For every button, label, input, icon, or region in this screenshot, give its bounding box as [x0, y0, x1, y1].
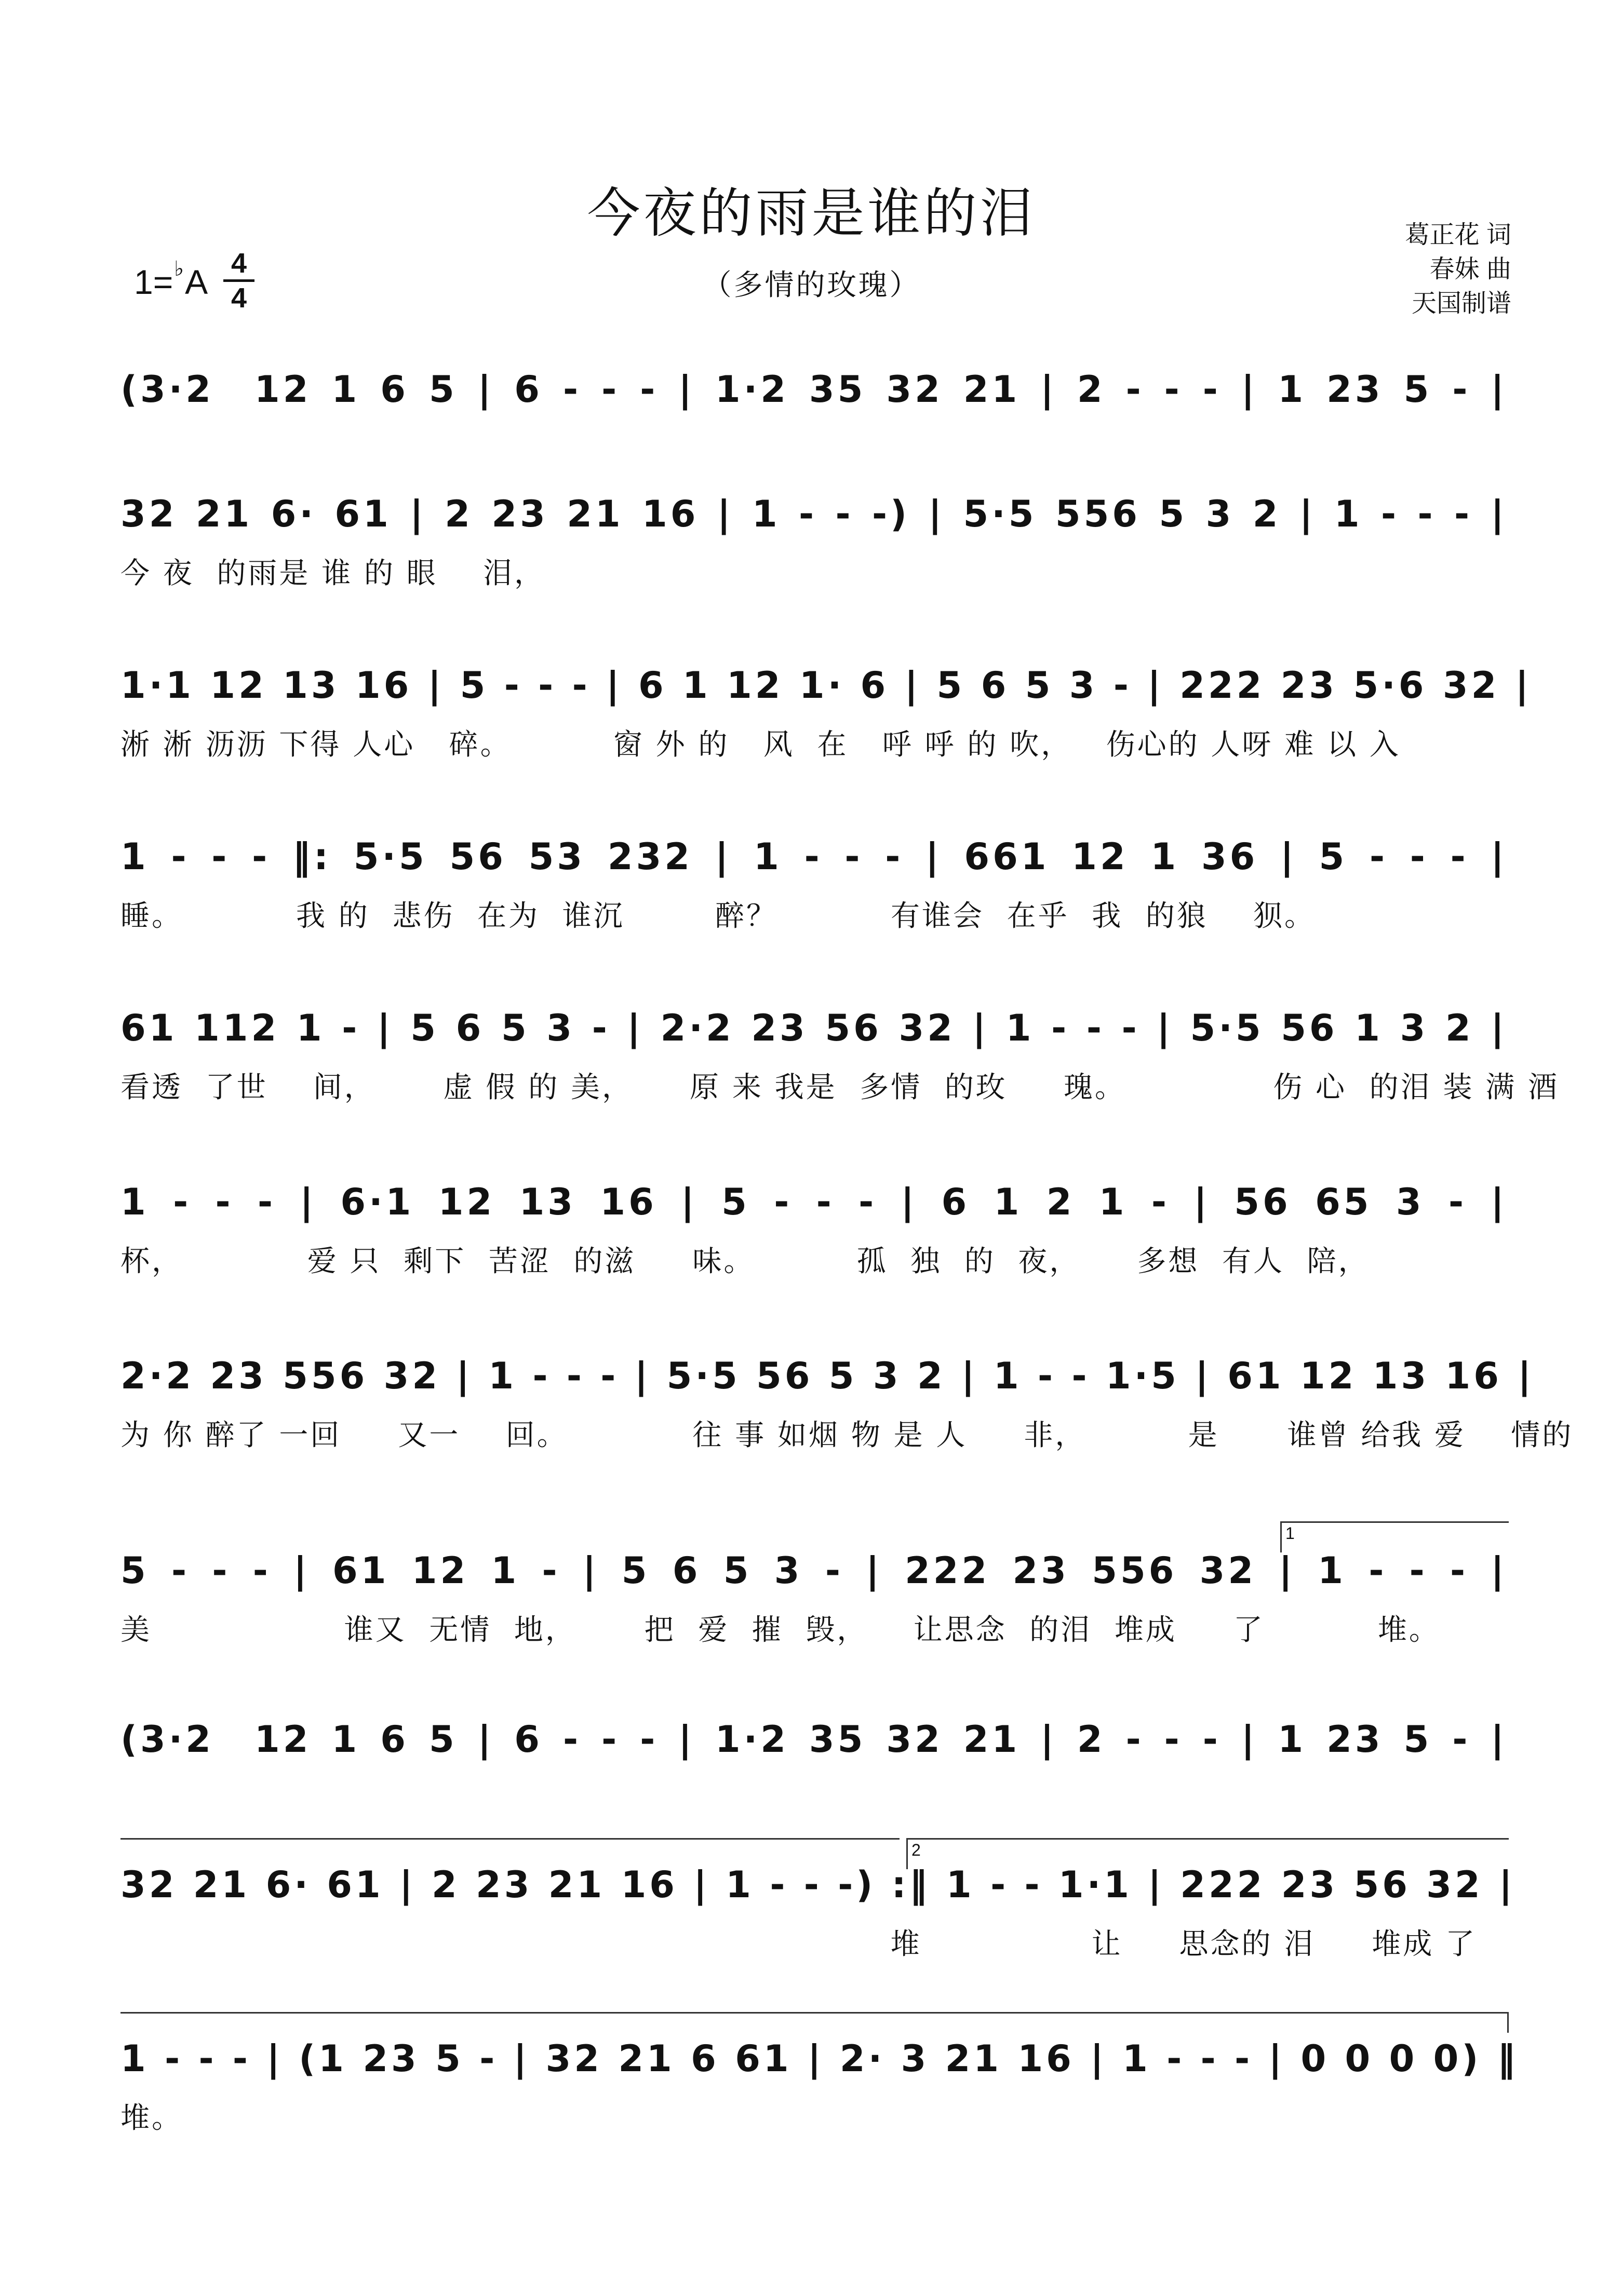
- flat-sign: ♭: [174, 258, 184, 280]
- notation-line: 1 - - - | (1 23 5 - | 32 21 6 61 | 2· 3 21 16 | 1 - - - | 0 0 0 0) ‖: [120, 2037, 1519, 2080]
- first-ending-number: 1: [1285, 1524, 1295, 1543]
- lyric-line: 堆。: [120, 2101, 183, 2135]
- notation-line: 32 21 6· 61 | 2 23 21 16 | 1 - - -) :‖ 1 - - 1·1 | 222 23 56 32 |: [120, 1863, 1515, 1906]
- lyricist-credit: 葛正花 词: [1404, 221, 1511, 249]
- notation-line: (3·2 12 1 6 5 | 6 - - - | 1·2 35 32 21 | 2 - - - | 1 23 5 - |: [120, 1718, 1507, 1761]
- second-ending-bracket: [906, 1838, 1509, 1840]
- lyric-line: [120, 431, 1507, 467]
- notation-line: 2·2 23 556 32 | 1 - - - | 5·5 56 5 3 2 | 1 - - 1·5 | 61 12 13 16 |: [120, 1355, 1534, 1397]
- song-title: 今夜的雨是谁的泪: [587, 183, 1036, 245]
- time-signature-top: 4: [231, 248, 247, 279]
- second-ending-number: 2: [911, 1841, 921, 1859]
- notation-line: 1 - - - ‖: 5·5 56 53 232 | 1 - - - | 661 12 1 36 | 5 - - - |: [120, 835, 1507, 878]
- second-ending-continuation: [120, 2012, 1507, 2014]
- notation-line: 5 - - - | 61 12 1 - | 5 6 5 3 - | 222 23 556 32 | 1 - - - |: [120, 1549, 1507, 1592]
- second-ending-hook: [906, 1838, 908, 1869]
- notation-line: 1·1 12 13 16 | 5 - - - | 6 1 12 1· 6 | 5 6 5 3 - | 222 23 5·6 32 |: [120, 664, 1532, 707]
- first-ending-bracket: [1280, 1521, 1509, 1523]
- notation-line: 1 - - - | 6·1 12 13 16 | 5 - - - | 6 1 2 1 - | 56 65 3 - |: [120, 1181, 1507, 1223]
- time-signature: [223, 248, 254, 313]
- lyric-line: 美 谁又 无情 地， 把 爱 摧 毁， 让思念 的泪 堆成 了 堆。: [120, 1613, 1440, 1647]
- credits: [1405, 218, 1511, 321]
- notation-line: 61 112 1 - | 5 6 5 3 - | 2·2 23 56 32 | 1 - - - | 5·5 56 1 3 2 |: [120, 1007, 1507, 1049]
- key-signature: [134, 258, 208, 302]
- lyric-line: 堆 让 思念的 泪 堆成 了: [120, 1927, 1477, 1961]
- composer-credit: 春妹 曲: [1429, 255, 1511, 283]
- lyric-line: 睡。 我 的 悲伤 在为 谁沉 醉？ 有谁会 在乎 我 的狼 狈。: [120, 899, 1316, 933]
- lyric-line: 看透 了世 间， 虚 假 的 美， 原 来 我是 多情 的玫 瑰。 伤 心 的泪 装 满 酒: [120, 1071, 1560, 1104]
- lyric-line: [120, 1781, 1507, 1817]
- lyric-line: 今 夜 的雨是 谁 的 眼 泪，: [120, 557, 546, 590]
- lyric-line: 淅 淅 沥沥 下得 人心 碎。 窗 外 的 风 在 呼 呼 的 吹， 伤心的 人呀 难 以 入: [120, 728, 1401, 762]
- key-prefix: 1=: [134, 263, 173, 301]
- notation-line: 32 21 6· 61 | 2 23 21 16 | 1 - - -) | 5·5 556 5 3 2 | 1 - - - |: [120, 493, 1507, 535]
- song-subtitle: （多情的玫瑰）: [702, 268, 921, 302]
- second-ending-end-hook: [1507, 2012, 1509, 2033]
- repeat-span-line: [120, 1838, 900, 1840]
- lyric-line: 为 你 醉了 一回 又一 回。 往 事 如烟 物 是 人 非， 是 谁曾 给我 爱 情的: [120, 1419, 1574, 1452]
- engraver-credit: 天国制谱: [1411, 290, 1511, 317]
- first-ending-hook: [1280, 1521, 1282, 1552]
- key-note: A: [185, 263, 208, 301]
- time-signature-divider: [223, 279, 254, 282]
- time-signature-bottom: 4: [231, 282, 247, 314]
- lyric-line: 杯， 爱 只 剩下 苦涩 的滋 味。 孤 独 的 夜， 多想 有人 陪，: [120, 1245, 1370, 1278]
- notation-line: (3·2 12 1 6 5 | 6 - - - | 1·2 35 32 21 | 2 - - - | 1 23 5 - |: [120, 368, 1507, 411]
